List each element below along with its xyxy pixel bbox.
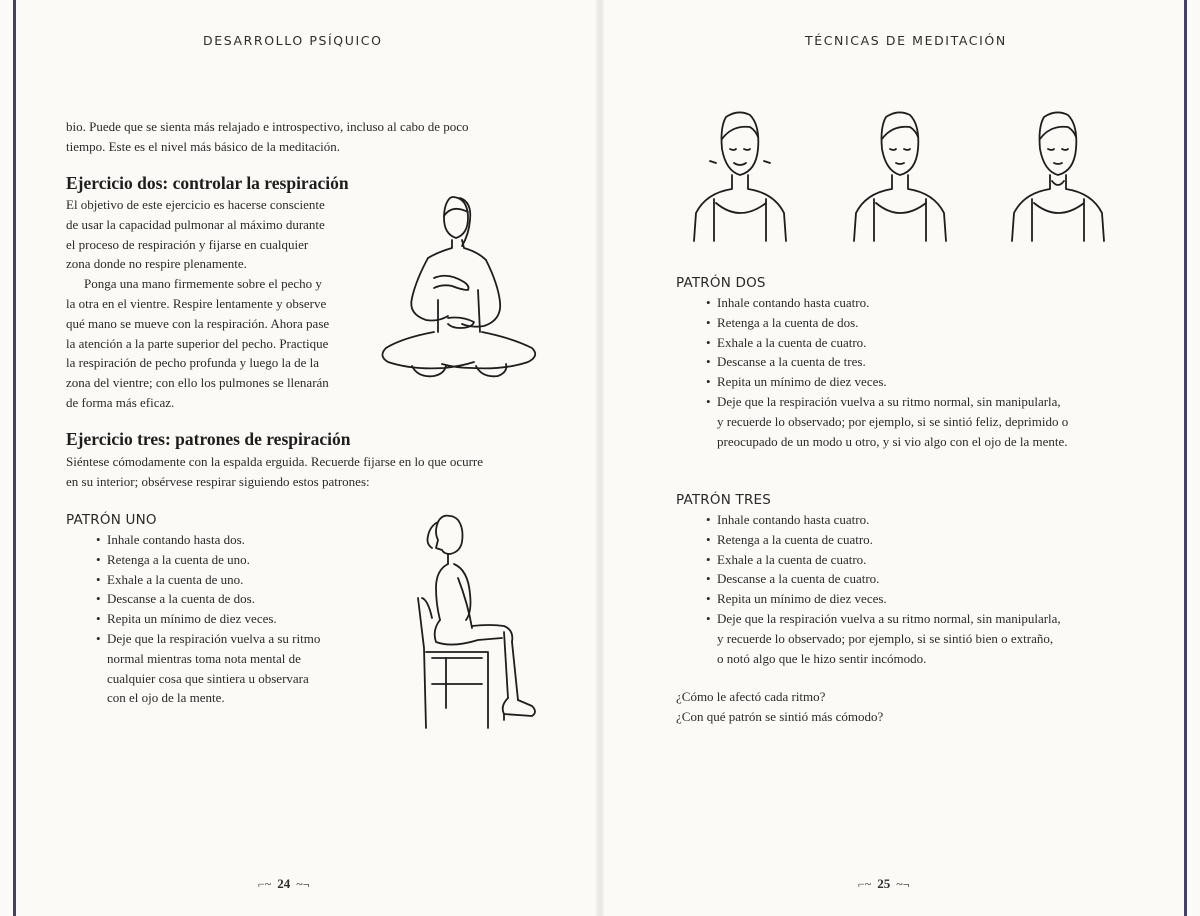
text-line: El objetivo de este ejercicio es hacerse consciente [66,197,325,212]
right-page [604,0,1180,916]
text-line: en su interior; obsérvese respirar siguiendo estos patrones: [66,473,370,489]
text-line: de usar la capacidad pulmonar al máximo durante [66,216,325,232]
text-line: la respiración de pecho profunda y luego la de la [66,355,320,371]
text-line: zona donde no respire plenamente. [66,256,247,272]
list-item: • Repita un mínimo de diez veces. [706,372,1146,392]
text-line: Siéntese cómodamente con la espalda erguida. Recuerde fijarse en lo que ocurre [66,454,484,469]
list-item [706,392,1146,451]
exercise-three-title: Ejercicio tres: patrones de respiración [66,429,351,449]
text-line: la otra en el vientre. Respire lentamente y observe [66,295,327,311]
ornament-left-icon: ⌐~ [258,876,272,891]
face-figure-2 [854,112,946,241]
question-line: ¿Con qué patrón se sintió más cómodo? [676,708,884,724]
list-item: • Repita un mínimo de diez veces. [96,609,386,629]
left-page-edge [13,0,16,916]
list-item: • Exhale a la cuenta de uno. [96,570,386,590]
face-figure-1 [694,112,786,241]
list-item [96,629,386,708]
list-item: • Exhale a la cuenta de cuatro. [706,550,1146,570]
ornament-left-icon: ⌐~ [858,876,872,891]
closing-questions [676,687,1116,727]
item-line: • Deje que la respiración vuelva a su ritmo normal, sin manipularla, [717,610,1061,626]
list-item: • Descanse a la cuenta de tres. [706,352,1146,372]
right-running-head: TÉCNICAS DE MEDITACIÓN [805,33,1007,48]
left-running-head: DESARROLLO PSÍQUICO [203,33,383,48]
list-item: • Descanse a la cuenta de cuatro. [706,569,1146,589]
list-item: • Inhale contando hasta cuatro. [706,293,1146,313]
item-line: y recuerde lo observado; por ejemplo, si se sintió feliz, deprimido o [717,413,1069,429]
question-line: ¿Cómo le afectó cada ritmo? [676,689,826,704]
text-line: qué mano se mueve con la respiración. Ahora pase [66,315,330,331]
text-line: tiempo. Este es el nivel más básico de la meditación. [66,138,341,154]
cross-legged-breathing-illustration [372,190,542,390]
item-line: • Deje que la respiración vuelva a su ritmo normal, sin manipularla, [717,393,1061,409]
left-folio [258,876,310,892]
list-item: • Retenga a la cuenta de uno. [96,550,386,570]
right-folio [858,876,910,892]
list-item: • Exhale a la cuenta de cuatro. [706,333,1146,353]
intro-paragraph [66,117,566,157]
text-line: Ponga una mano firmemente sobre el pecho y [84,276,322,292]
page-number: 25 [877,876,891,891]
list-item: • Inhale contando hasta cuatro. [706,510,1146,530]
item-line: normal mientras toma nota mental de [107,650,301,666]
text-line: el proceso de respiración y fijarse en cualquier [66,236,309,252]
text-line: zona del vientre; con ello los pulmones se llenarán [66,375,329,391]
item-line: preocupado de un modo u otro, y si vio algo con el ojo de la mente. [717,433,1068,449]
text-line: de forma más eficaz. [66,394,175,410]
item-line: • Deje que la respiración vuelva a su ritmo [107,630,321,646]
ornament-right-icon: ~¬ [896,876,910,891]
right-page-edge [1184,0,1187,916]
ornament-right-icon: ~¬ [296,876,310,891]
pattern-three-list [706,510,1146,668]
exercise-two-title: Ejercicio dos: controlar la respiración [66,173,349,193]
list-item: • Descanse a la cuenta de dos. [96,589,386,609]
pattern-one-list [96,530,386,708]
text-line: bio. Puede que se sienta más relajado e introspectivo, incluso al cabo de poco [66,119,469,134]
list-item: • Inhale contando hasta dos. [96,530,386,550]
pattern-two-heading: PATRÓN DOS [676,275,766,291]
exercise-two-body [66,195,386,413]
pattern-two-list [706,293,1146,451]
list-item: • Retenga a la cuenta de cuatro. [706,530,1146,550]
breathing-faces-illustration [686,105,1126,245]
seated-chair-illustration [392,508,542,733]
item-line: y recuerde lo observado; por ejemplo, si se sintió bien o extraño, [717,630,1054,646]
book-gutter [596,0,604,916]
exercise-three-intro [66,452,566,492]
item-line: con el ojo de la mente. [107,690,225,706]
list-item: • Repita un mínimo de diez veces. [706,589,1146,609]
text-line: la atención a la parte superior del pecho. Practique [66,335,329,351]
list-item: • Retenga a la cuenta de dos. [706,313,1146,333]
pattern-three-heading: PATRÓN TRES [676,492,772,508]
left-page [20,0,596,916]
pattern-one-heading: PATRÓN UNO [66,512,157,528]
page-number: 24 [277,876,291,891]
item-line: cualquier cosa que sintiera u observara [107,670,309,686]
face-figure-3 [1012,112,1104,241]
list-item [706,609,1146,668]
item-line: o notó algo que le hizo sentir incómodo. [717,650,927,666]
